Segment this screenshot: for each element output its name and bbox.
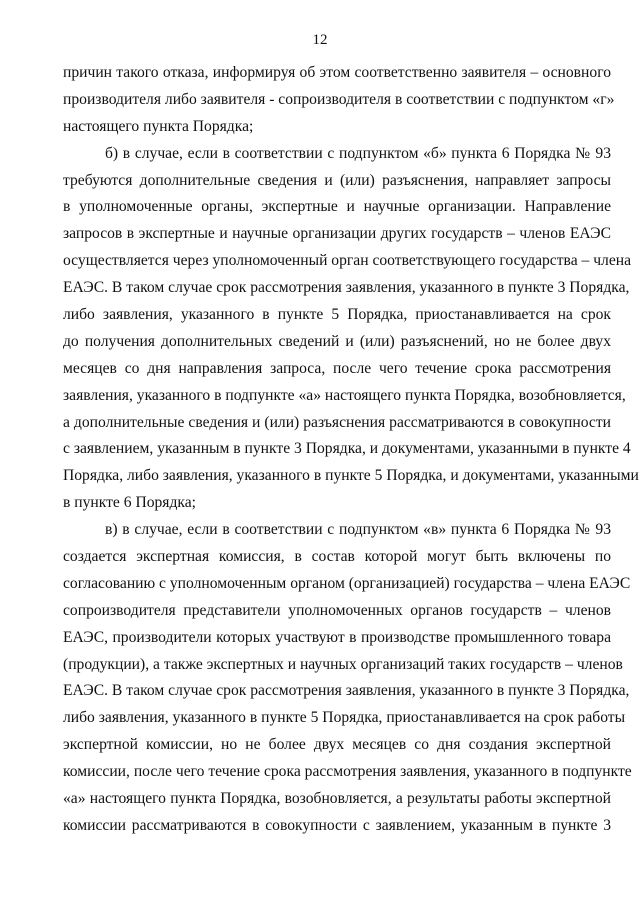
text-line: до получения дополнительных сведений и (или) разъяснений, но не более двух — [63, 332, 611, 350]
text-line: месяцев со дня направления запроса, после чего течение срока рассмотрения — [63, 359, 611, 377]
text-line: ЕАЭС. В таком случае срок рассмотрения заявления, указанного в пункте 3 Порядка, — [63, 279, 630, 297]
text-line: комиссии рассматриваются в совокупности с заявлением, указанным в пункте 3 — [63, 816, 611, 834]
text-line: в) в случае, если в соответствии с подпунктом «в» пункта 6 Порядка № 93 — [105, 521, 611, 539]
text-line: в пункте 6 Порядка; — [63, 494, 197, 512]
text-line: с заявлением, указанным в пункте 3 Порядка, и документами, указанными в пункте 4 — [63, 440, 631, 458]
text-line: в уполномоченные органы, экспертные и научные организации. Направление — [63, 198, 611, 216]
document-body — [63, 60, 639, 840]
text-line: ЕАЭС. В таком случае срок рассмотрения заявления, указанного в пункте 3 Порядка, — [63, 682, 630, 700]
page-number: 12 — [312, 32, 328, 48]
text-line: создается экспертная комиссия, в состав которой могут быть включены по — [63, 548, 611, 566]
text-line: согласованию с уполномоченным органом (организацией) государства – члена ЕАЭС — [63, 574, 631, 592]
text-line: причин такого отказа, информируя об этом соответственно заявителя – основного — [63, 64, 611, 81]
text-line: заявления, указанного в подпункте «а» настоящего пункта Порядка, возобновляется, — [63, 386, 626, 404]
text-line: осуществляется через уполномоченный орган соответствующего государства – члена — [63, 252, 632, 270]
text-line: «а» настоящего пункта Порядка, возобновляется, а результаты работы экспертной — [63, 790, 611, 808]
text-line: сопроизводителя представители уполномоченных органов государств – членов — [63, 601, 611, 619]
text-line: либо заявления, указанного в пункте 5 Порядка, приостанавливается на срок работы — [63, 709, 626, 727]
text-line: б) в случае, если в соответствии с подпунктом «б» пункта 6 Порядка № 93 — [105, 144, 611, 162]
text-line: запросов в экспертные и научные организации других государств – членов ЕАЭС — [63, 225, 611, 243]
text-line: либо заявления, указанного в пункте 5 Порядка, приостанавливается на срок — [63, 306, 611, 324]
text-line: экспертной комиссии, но не более двух месяцев со дня создания экспертной — [63, 736, 611, 754]
text-line: производителя либо заявителя - сопроизводителя в соответствии с подпунктом «г» — [63, 90, 615, 108]
text-line: (продукции), а также экспертных и научных организаций таких государств – членов — [63, 655, 623, 673]
text-line: настоящего пункта Порядка; — [63, 117, 254, 135]
text-line: ЕАЭС, производители которых участвуют в производстве промышленного товара — [63, 628, 611, 646]
text-line: Порядка, либо заявления, указанного в пункте 5 Порядка, и документами, указанными — [63, 467, 639, 485]
text-line: требуются дополнительные сведения и (или) разъяснения, направляет запросы — [63, 171, 611, 189]
text-line: комиссии, после чего течение срока рассмотрения заявления, указанного в подпункте — [63, 763, 632, 781]
text-line: а дополнительные сведения и (или) разъяснения рассматриваются в совокупности — [63, 413, 611, 431]
